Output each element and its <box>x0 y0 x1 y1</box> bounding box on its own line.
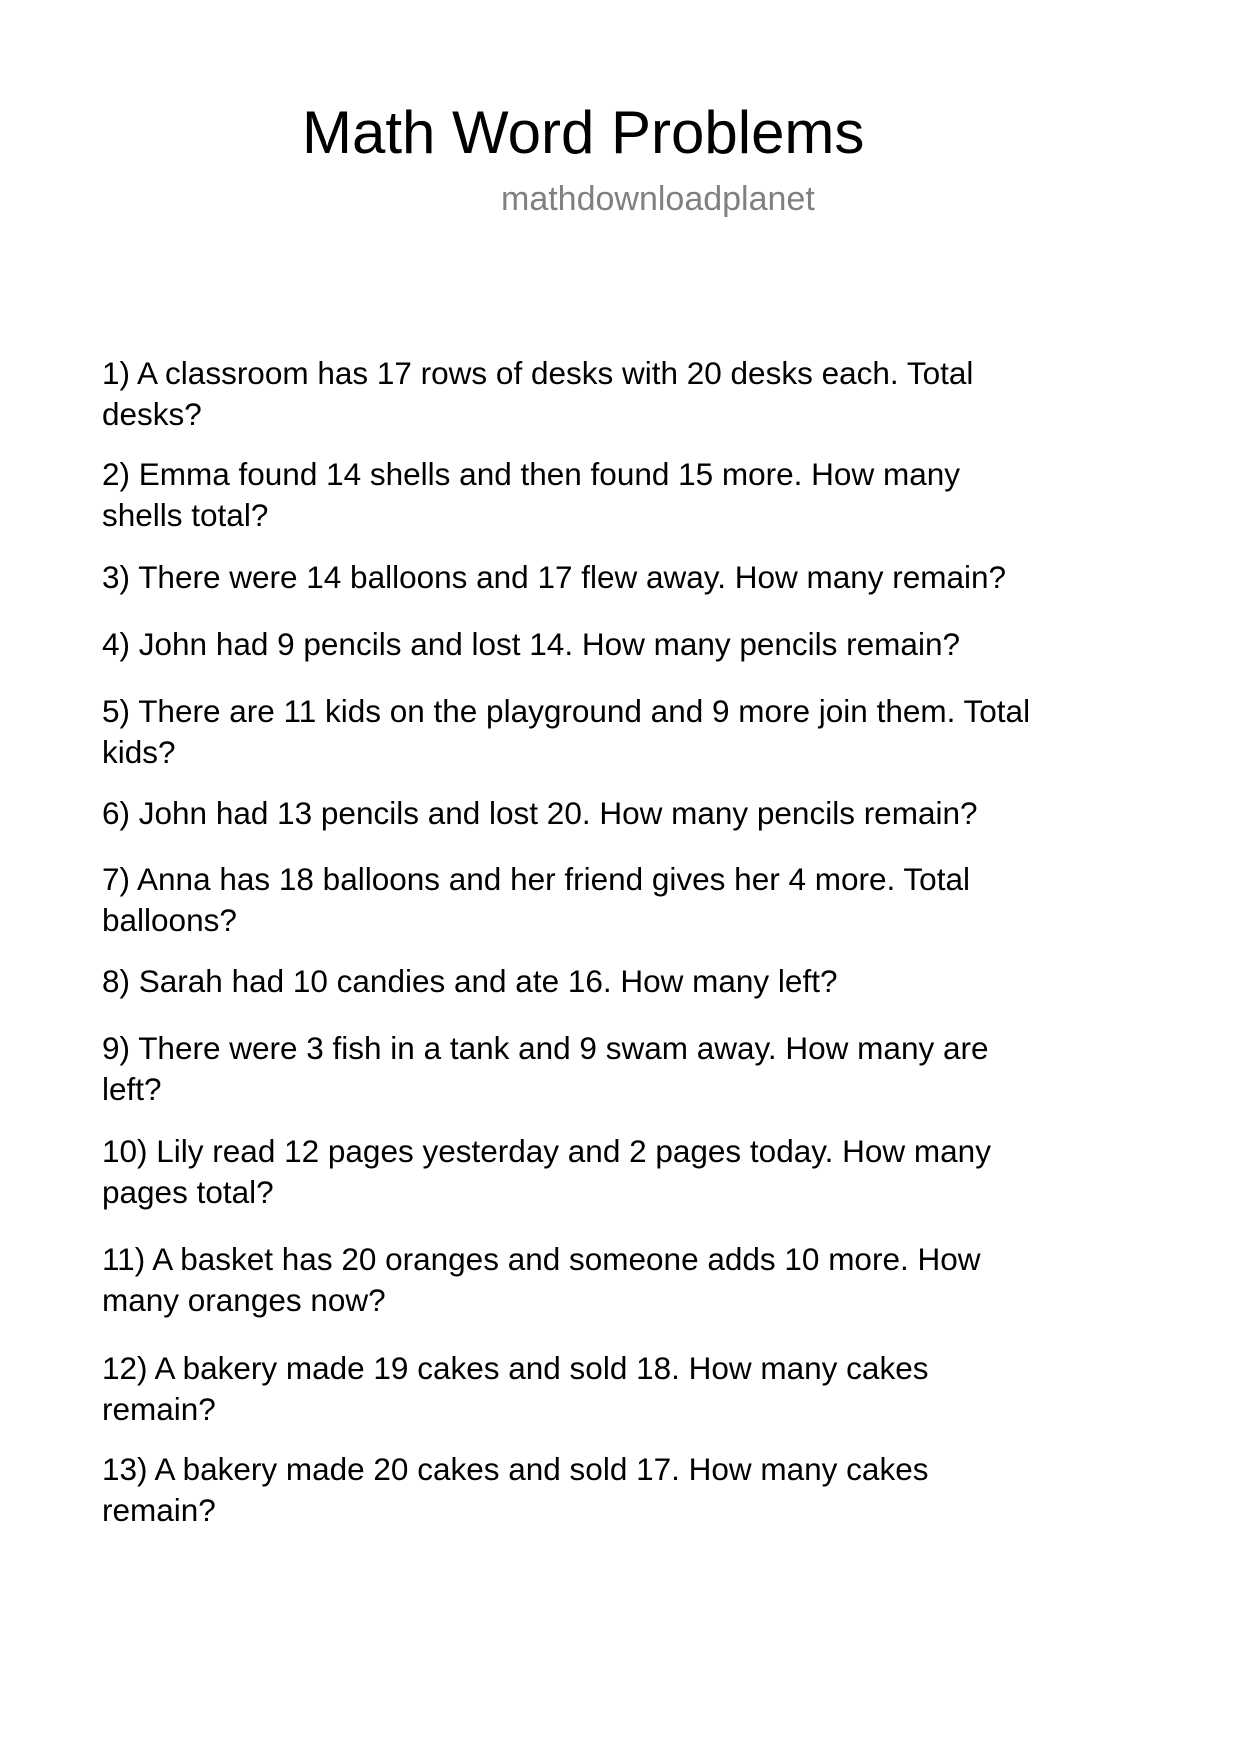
problem-text-line: desks? <box>102 396 202 432</box>
problem-text-line: 6) John had 13 pencils and lost 20. How many pencils remain? <box>102 795 978 831</box>
problem-text-line: many oranges now? <box>102 1282 386 1318</box>
problem-text-line: shells total? <box>102 497 269 533</box>
problem-8 <box>102 961 1202 1002</box>
page-subtitle: mathdownloadplanet <box>501 180 815 218</box>
problem-text-line: 2) Emma found 14 shells and then found 15 more. How many <box>102 456 960 492</box>
problem-text-line: 13) A bakery made 20 cakes and sold 17. How many cakes <box>102 1451 929 1487</box>
problem-text-line: 8) Sarah had 10 candies and ate 16. How many left? <box>102 963 838 999</box>
problem-4 <box>102 624 1202 665</box>
problem-12 <box>102 1348 1202 1430</box>
problem-text-line: balloons? <box>102 902 237 938</box>
problem-text-line: 12) A bakery made 19 cakes and sold 18. How many cakes <box>102 1350 929 1386</box>
problem-text-line: left? <box>102 1071 162 1107</box>
problem-text-line: 7) Anna has 18 balloons and her friend gives her 4 more. Total <box>102 861 970 897</box>
problem-text-line: kids? <box>102 734 176 770</box>
problem-text-line: 5) There are 11 kids on the playground and 9 more join them. Total <box>102 693 1031 729</box>
problem-1 <box>102 353 1202 435</box>
problem-text-line: 1) A classroom has 17 rows of desks with 20 desks each. Total <box>102 355 974 391</box>
problem-2 <box>102 454 1202 536</box>
problem-text-line: 9) There were 3 fish in a tank and 9 swam away. How many are <box>102 1030 989 1066</box>
problem-13 <box>102 1449 1202 1531</box>
problem-text-line: pages total? <box>102 1174 274 1210</box>
problem-text-line: remain? <box>102 1492 216 1528</box>
problem-text-line: 10) Lily read 12 pages yesterday and 2 pages today. How many <box>102 1133 991 1169</box>
problem-9 <box>102 1028 1202 1110</box>
problem-11 <box>102 1239 1202 1321</box>
problem-10 <box>102 1131 1202 1213</box>
problem-6 <box>102 793 1202 834</box>
problem-text-line: 11) A basket has 20 oranges and someone adds 10 more. How <box>102 1241 981 1277</box>
page-title: Math Word Problems <box>302 99 865 166</box>
problem-7 <box>102 859 1202 941</box>
problem-text-line: 3) There were 14 balloons and 17 flew away. How many remain? <box>102 559 1007 595</box>
problem-5 <box>102 691 1202 773</box>
problem-text-line: remain? <box>102 1391 216 1427</box>
problem-3 <box>102 557 1202 598</box>
problem-text-line: 4) John had 9 pencils and lost 14. How many pencils remain? <box>102 626 960 662</box>
